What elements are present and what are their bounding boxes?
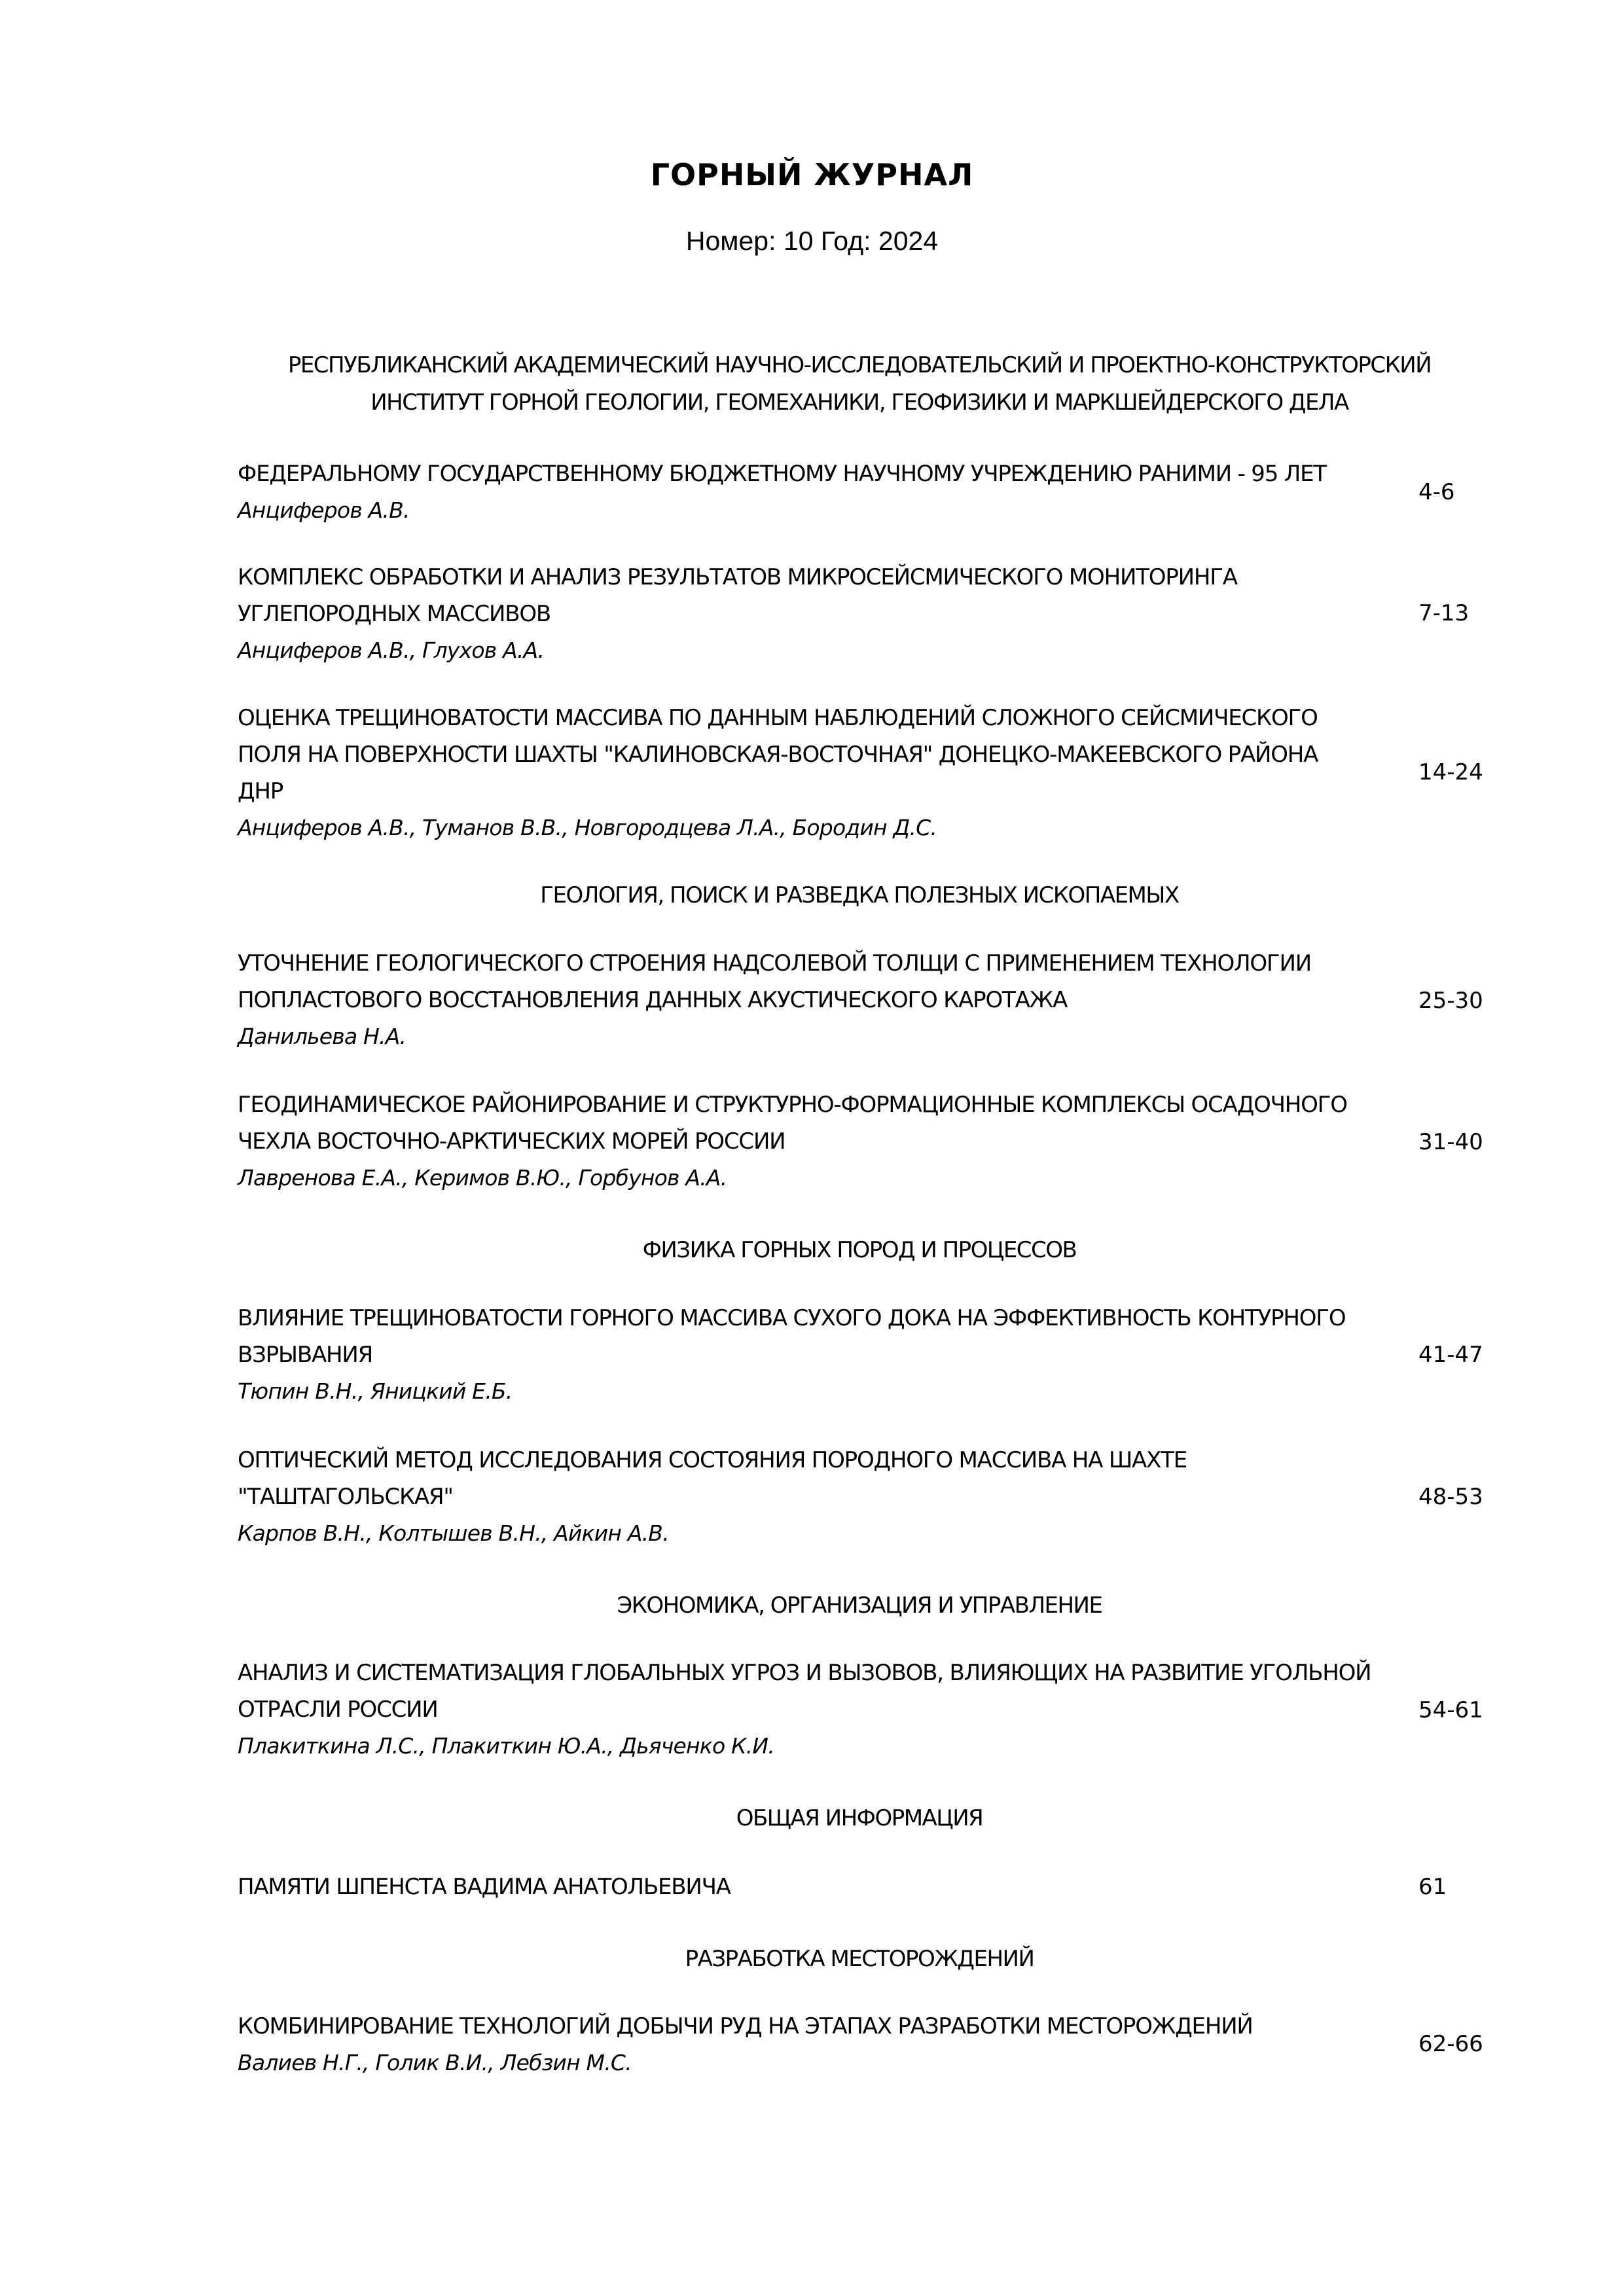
article-pages: 14-24 [1418,759,1483,785]
article-entry[interactable] [238,456,1547,529]
section-heading: ЭКОНОМИКА, ОРГАНИЗАЦИЯ И УПРАВЛЕНИЕ [617,1592,1102,1619]
article-title-line: ОТРАСЛИ РОССИИ [238,1696,438,1723]
section-heading [238,347,1481,422]
article-entry[interactable] [238,1442,1547,1552]
section-heading: ГЕОЛОГИЯ, ПОИСК И РАЗВЕДКА ПОЛЕЗНЫХ ИСКОПАЕМЫХ [540,882,1179,908]
article-title-line: ВЛИЯНИЕ ТРЕЩИНОВАТОСТИ ГОРНОГО МАССИВА СУХОГО ДОКА НА ЭФФЕКТИВНОСТЬ КОНТУРНОГО [238,1305,1346,1331]
article-title[interactable]: ФЕДЕРАЛЬНОМУ ГОСУДАРСТВЕННОМУ БЮДЖЕТНОМУ НАУЧНОМУ УЧРЕЖДЕНИЮ РАНИМИ - 95 ЛЕТ [238,461,1326,487]
article-pages: 31-40 [1418,1129,1483,1155]
article-title-line: КОМПЛЕКС ОБРАБОТКИ И АНАЛИЗ РЕЗУЛЬТАТОВ МИКРОСЕЙСМИЧЕСКОГО МОНИТОРИНГА [238,564,1237,590]
article-title[interactable] [238,559,1419,632]
article-authors: Плакиткина Л.С., Плакиткин Ю.А., Дьяченко К.И. [238,1733,774,1759]
article-pages: 7-13 [1418,600,1470,626]
article-authors: Валиев Н.Г., Голик В.И., Лебзин М.С. [238,2050,632,2075]
article-title[interactable]: КОМБИНИРОВАНИЕ ТЕХНОЛОГИЙ ДОБЫЧИ РУД НА ЭТАПАХ РАЗРАБОТКИ МЕСТОРОЖДЕНИЙ [238,2013,1253,2039]
article-entry[interactable] [238,2008,1547,2081]
article-entry[interactable] [238,1086,1547,1196]
article-title-line: ГЕОДИНАМИЧЕСКОЕ РАЙОНИРОВАНИЕ И СТРУКТУРНО-ФОРМАЦИОННЫЕ КОМПЛЕКСЫ ОСАДОЧНОГО [238,1092,1347,1118]
article-entry[interactable] [238,1300,1547,1410]
article-authors: Анциферов А.В. [238,497,410,523]
article-pages: 62-66 [1418,2031,1483,2057]
article-title-line: ВЗРЫВАНИЯ [238,1342,373,1368]
article-authors: Анциферов А.В., Туманов В.В., Новгородцева Л.А., Бородин Д.С. [238,815,937,840]
article-title[interactable] [238,1655,1419,1728]
article-title-line: УГЛЕПОРОДНЫХ МАССИВОВ [238,601,551,627]
article-authors: Карпов В.Н., Колтышев В.Н., Айкин А.В. [238,1520,669,1546]
article-authors: Тюпин В.Н., Яницкий Е.Б. [238,1378,513,1404]
section-heading: РАЗРАБОТКА МЕСТОРОЖДЕНИЙ [685,1946,1034,1972]
article-entry[interactable] [238,700,1547,846]
article-pages: 61 [1418,1874,1447,1900]
section-heading-line: ИНСТИТУТ ГОРНОЙ ГЕОЛОГИИ, ГЕОМЕХАНИКИ, ГЕОФИЗИКИ И МАРКШЕЙДЕРСКОГО ДЕЛА [370,389,1348,416]
article-title-line: "ТАШТАГОЛЬСКАЯ" [238,1484,453,1510]
article-title-line: ОПТИЧЕСКИЙ МЕТОД ИССЛЕДОВАНИЯ СОСТОЯНИЯ ПОРОДНОГО МАССИВА НА ШАХТЕ [238,1447,1187,1473]
article-entry[interactable] [238,1869,1547,1905]
article-pages: 25-30 [1418,988,1483,1014]
article-title[interactable] [238,1086,1419,1160]
article-title-line: ПОЛЯ НА ПОВЕРХНОСТИ ШАХТЫ "КАЛИНОВСКАЯ-ВОСТОЧНАЯ" ДОНЕЦКО-МАКЕЕВСКОГО РАЙОНА [238,742,1318,768]
article-entry[interactable] [238,559,1547,669]
article-title[interactable]: ПАМЯТИ ШПЕНСТА ВАДИМА АНАТОЛЬЕВИЧА [238,1874,731,1900]
article-entry[interactable] [238,945,1547,1055]
article-title[interactable] [238,1442,1419,1515]
article-title-line: УТОЧНЕНИЕ ГЕОЛОГИЧЕСКОГО СТРОЕНИЯ НАДСОЛЕВОЙ ТОЛЩИ С ПРИМЕНЕНИЕМ ТЕХНОЛОГИИ [238,950,1311,977]
article-title-line: ОЦЕНКА ТРЕЩИНОВАТОСТИ МАССИВА ПО ДАННЫМ НАБЛЮДЕНИЙ СЛОЖНОГО СЕЙСМИЧЕСКОГО [238,705,1318,731]
article-authors: Анциферов А.В., Глухов А.А. [238,637,545,663]
section-heading-line: РЕСПУБЛИКАНСКИЙ АКАДЕМИЧЕСКИЙ НАУЧНО-ИССЛЕДОВАТЕЛЬСКИЙ И ПРОЕКТНО-КОНСТРУКТОРСКИЙ [287,352,1432,378]
article-title-line: ДНР [238,778,283,804]
article-title[interactable] [238,1300,1419,1373]
section-heading: ОБЩАЯ ИНФОРМАЦИЯ [736,1805,983,1831]
article-authors: Данильева Н.А. [238,1024,406,1049]
article-title-line: ЧЕХЛА ВОСТОЧНО-АРКТИЧЕСКИХ МОРЕЙ РОССИИ [238,1128,785,1155]
article-entry[interactable] [238,1655,1547,1765]
article-authors: Лавренова Е.А., Керимов В.Ю., Горбунов А.А. [238,1165,727,1191]
article-pages: 54-61 [1418,1697,1483,1723]
article-pages: 4-6 [1418,479,1455,505]
issue-line: Номер: 10 Год: 2024 [685,226,939,256]
article-title-line: ПОПЛАСТОВОГО ВОССТАНОВЛЕНИЯ ДАННЫХ АКУСТИЧЕСКОГО КАРОТАЖА [238,987,1068,1013]
section-heading: ФИЗИКА ГОРНЫХ ПОРОД И ПРОЦЕССОВ [642,1237,1077,1263]
article-pages: 41-47 [1418,1342,1483,1368]
article-title[interactable] [238,700,1419,810]
article-title-line: АНАЛИЗ И СИСТЕМАТИЗАЦИЯ ГЛОБАЛЬНЫХ УГРОЗ И ВЫЗОВОВ, ВЛИЯЮЩИХ НА РАЗВИТИЕ УГОЛЬНОЙ [238,1660,1371,1686]
article-pages: 48-53 [1418,1484,1483,1510]
article-title[interactable] [238,945,1419,1018]
journal-title: ГОРНЫЙ ЖУРНАЛ [650,157,974,192]
